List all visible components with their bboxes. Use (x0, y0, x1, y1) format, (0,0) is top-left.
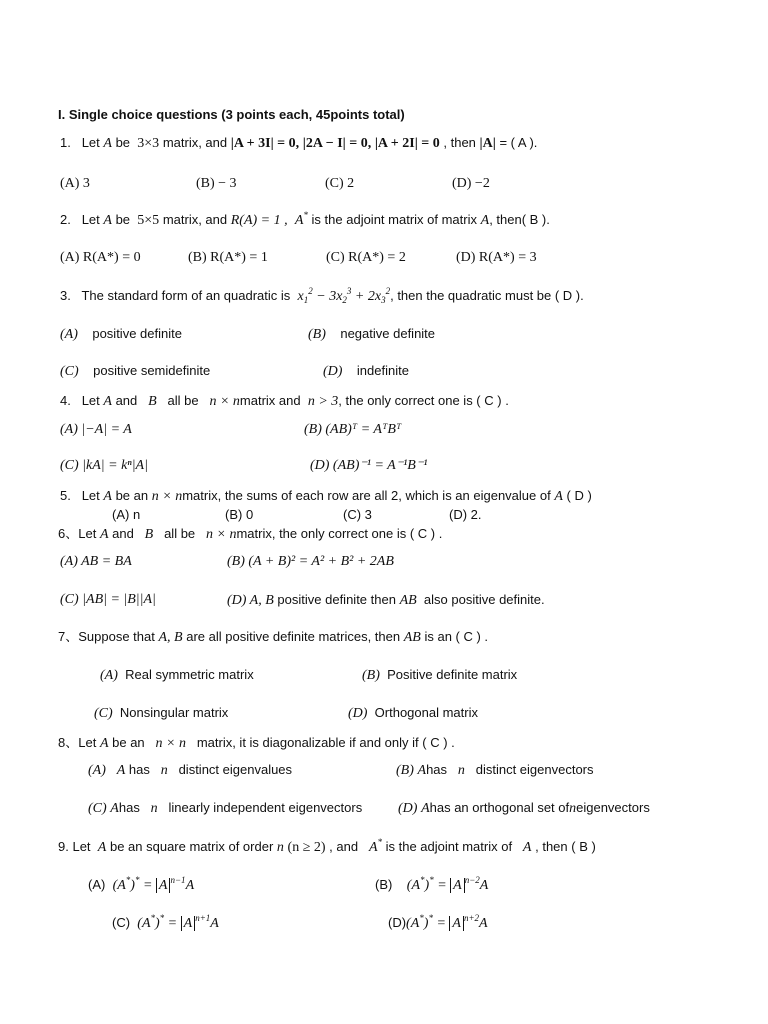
q5-option-d: (D) 2. (449, 507, 482, 522)
q2-option-a: (A) R(A*) = 0 (60, 250, 141, 265)
q7-option-b: (B) Positive definite matrix (362, 667, 518, 683)
q3-option-a: (A) positive definite (60, 326, 182, 342)
question-5-stem: 5. Let A be an n × nmatrix, the sums of each row are all 2, which is an eigenvalue of A ( D ) (60, 488, 592, 504)
q5-option-a: (A) n (112, 507, 141, 522)
q8-option-b: (B) Ahas n distinct eigenvectors (396, 762, 594, 778)
q9-option-a: (A) (A*)* = A $^{n-1}$A (88, 875, 195, 893)
question-4-stem: 4. Let A and B all be n × nmatrix and n > 3, the only correct one is ( C ) . (60, 393, 509, 409)
question-9-stem: 9. Let A be an square matrix of order n (n ≥ 2) , and A* is the adjoint matrix of A , then ( B ) (58, 837, 596, 855)
q3-option-b: (B) negative definite (308, 326, 436, 342)
q6-option-d: (D) A, B positive definite then AB also positive definite. (227, 592, 545, 608)
q4-option-c: (C) |kA| = kⁿ|A| (60, 458, 148, 473)
q2-option-d: (D) R(A*) = 3 (456, 250, 537, 265)
q7-option-a: (A) Real symmetric matrix (100, 667, 254, 683)
question-3-stem: 3. The standard form of an quadratic is $x_1^2 - 3x_2^3 + 2x_3^2$, then the quadratic must be ( D ). (60, 286, 584, 305)
q9-option-c: (C) (A*)* = A $^{n+1}$A (112, 913, 219, 931)
q7-option-c: (C) Nonsingular matrix (94, 705, 229, 721)
question-1-stem: 1. Let A be 3×3 matrix, and |A + 3I| = 0, |2A − I| = 0, |A + 2I| = 0 , then |A| = ( A ). (60, 135, 538, 151)
question-7-stem: 7、Suppose that A, B are all positive definite matrices, then AB is an ( C ) . (58, 629, 489, 645)
q3-option-d: (D) indefinite (323, 363, 409, 379)
q8-option-c: (C) Ahas n linearly independent eigenvectors (88, 800, 363, 816)
q4-option-b: (B) (AB)ᵀ = AᵀBᵀ (304, 422, 402, 437)
section-title: I. Single choice questions (3 points each, 45points total) (58, 107, 405, 122)
q8-option-a: (A) A has n distinct eigenvalues (88, 762, 293, 778)
q6-option-c: (C) |AB| = |B||A| (60, 592, 156, 607)
q7-option-d: (D) Orthogonal matrix (348, 705, 478, 721)
question-6-stem: 6、Let A and B all be n × nmatrix, the only correct one is ( C ) . (58, 526, 443, 542)
q6-option-b: (B) (A + B)² = A² + B² + 2AB (227, 554, 394, 569)
q8-option-d: (D) Ahas an orthogonal set ofneigenvectors (398, 800, 650, 816)
q1-option-c: (C) 2 (325, 176, 355, 191)
q4-option-d: (D) (AB)⁻¹ = A⁻¹B⁻¹ (310, 458, 428, 473)
q1-option-b: (B) − 3 (196, 176, 237, 191)
q2-option-b: (B) R(A*) = 1 (188, 250, 268, 265)
q2-option-c: (C) R(A*) = 2 (326, 250, 406, 265)
question-8-stem: 8、Let A be an n × n matrix, it is diagonalizable if and only if ( C ) . (58, 735, 455, 751)
q9-option-b: (B) (A*)* = A $^{n-2}$A (375, 875, 489, 893)
q9-option-d: (D)(A*)* = A $^{n+2}$A (388, 913, 488, 931)
q3-option-c: (C) positive semidefinite (60, 363, 211, 379)
q6-option-a: (A) AB = BA (60, 554, 132, 569)
q1-option-d: (D) −2 (452, 176, 490, 191)
question-2-stem: 2. Let A be 5×5 matrix, and R(A) = 1 , A* is the adjoint matrix of matrix A, then( B ). (60, 210, 550, 228)
q1-option-a: (A) 3 (60, 176, 90, 191)
q5-option-b: (B) 0 (225, 507, 254, 522)
q5-option-c: (C) 3 (343, 507, 372, 522)
q4-option-a: (A) |−A| = A (60, 422, 132, 437)
